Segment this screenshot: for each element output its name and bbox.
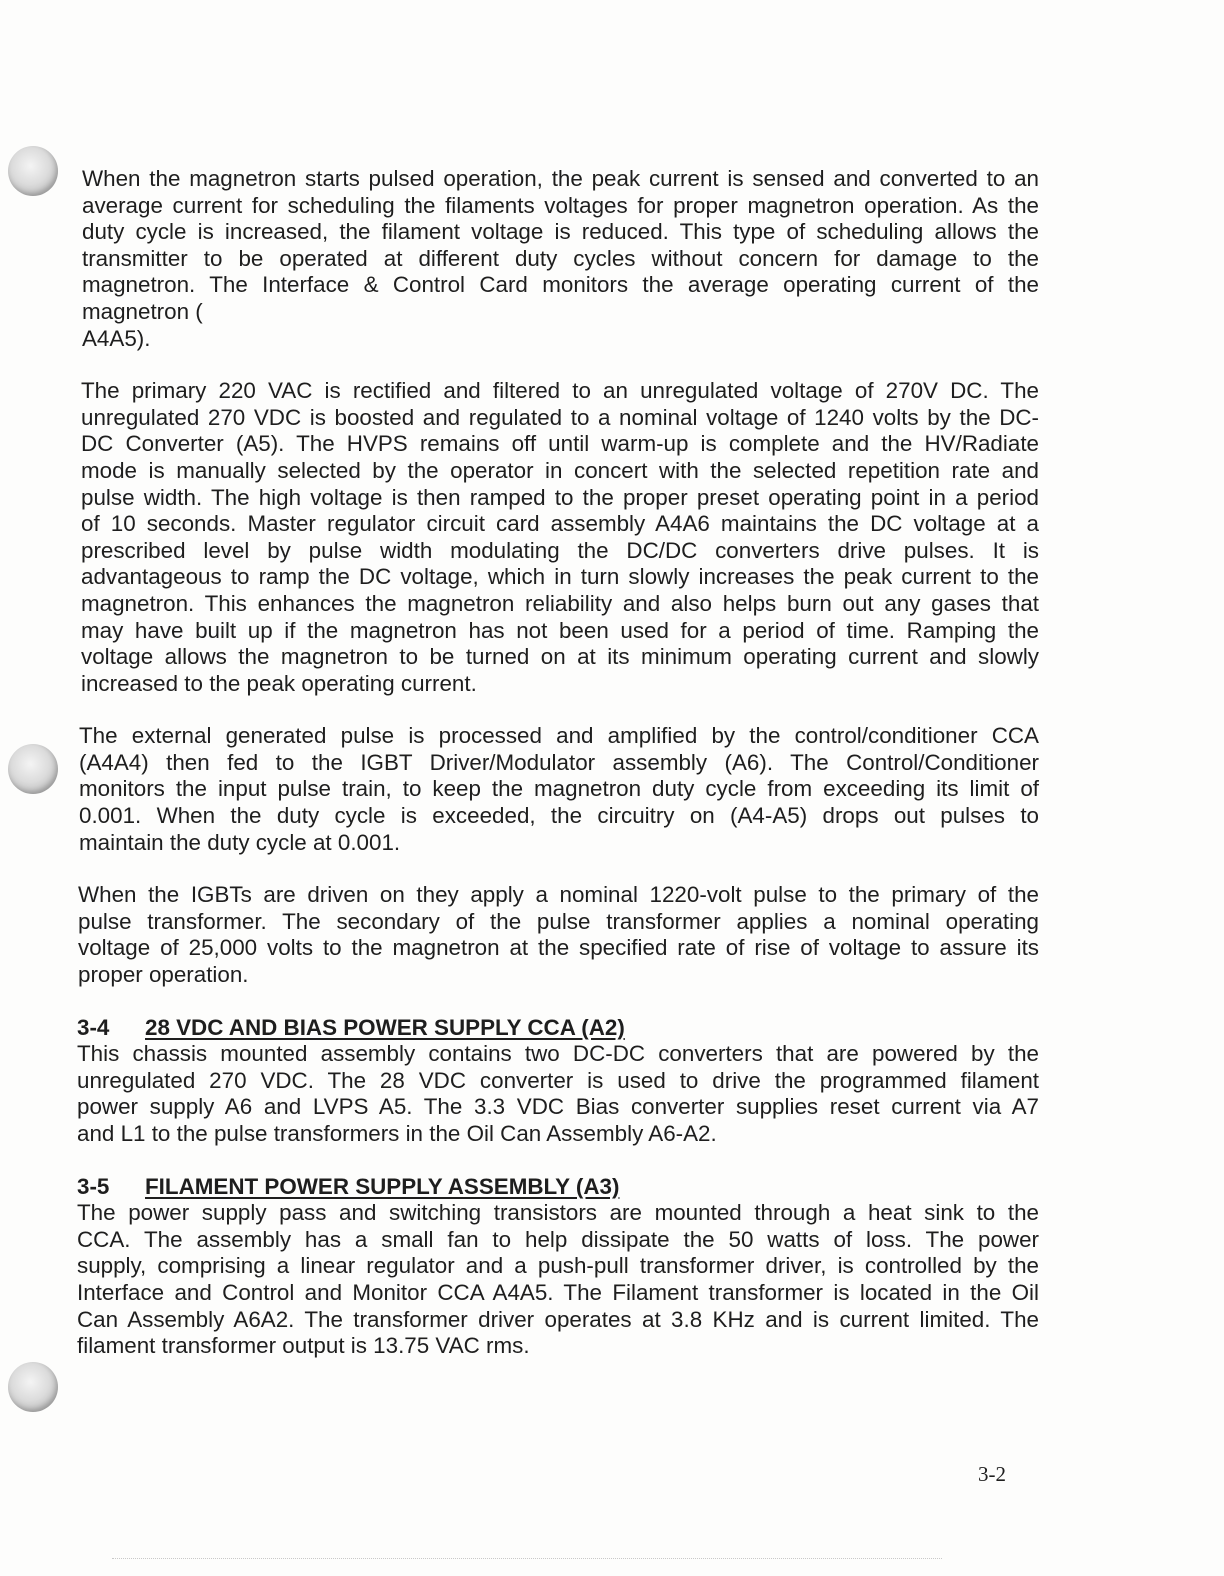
paragraph-primary-voltage — [81, 378, 1039, 697]
text-line: magnetron ( — [82, 298, 203, 324]
text-line: magnetron. The Interface & Control Card monitors the average operating current of the — [82, 272, 1039, 298]
section-3-4 — [77, 1015, 1039, 1148]
scan-edge-line — [112, 1558, 942, 1559]
punch-hole — [8, 744, 58, 794]
text-line: When the IGBTs are driven on they apply a nominal 1220-volt pulse to the primary of the — [78, 882, 1039, 908]
text-line: power supply A6 and LVPS A5. The 3.3 VDC Bias converter supplies reset current via A7 — [77, 1094, 1039, 1120]
text-line: voltage allows the magnetron to be turned on at its minimum operating current and slowly — [81, 644, 1039, 670]
text-line: Interface and Control and Monitor CCA A4A5. The Filament transformer is located in the Oil — [77, 1279, 1039, 1305]
text-line: monitors the input pulse train, to keep the magnetron duty cycle from exceeding its limit of — [79, 776, 1039, 802]
text-line: When the magnetron starts pulsed operation, the peak current is sensed and converted to an — [82, 166, 1039, 191]
text-line: (A4A4) then fed to the IGBT Driver/Modulator assembly (A6). The Control/Conditioner — [79, 749, 1039, 775]
text-line: The primary 220 VAC is rectified and filtered to an unregulated voltage of 270V DC. The — [81, 378, 1039, 404]
text-line: voltage of 25,000 volts to the magnetron at the specified rate of rise of voltage to assure its — [78, 935, 1039, 961]
section-paragraph — [77, 1200, 1039, 1360]
section-paragraph — [77, 1041, 1039, 1147]
text-line: pulse transformer. The secondary of the pulse transformer applies a nominal operating — [78, 908, 1039, 934]
text-line: increased to the peak operating current. — [81, 670, 477, 696]
text-line: unregulated 270 VDC. The 28 VDC converter is used to drive the programmed filament — [77, 1067, 1039, 1093]
text-line: mode is manually selected by the operator in concert with the selected repetition rate and — [81, 457, 1039, 483]
page-body — [77, 166, 1039, 1386]
text-line: DC Converter (A5). The HVPS remains off until warm-up is complete and the HV/Radiate — [81, 431, 1039, 457]
paragraph-external-pulse — [79, 723, 1039, 856]
text-line: of 10 seconds. Master regulator circuit card assembly A4A6 maintains the DC voltage at a — [81, 511, 1039, 537]
section-heading — [77, 1015, 1039, 1042]
text-line: may have built up if the magnetron has not been used for a period of time. Ramping the — [81, 617, 1039, 643]
text-line: proper operation. — [78, 962, 249, 988]
text-line: CCA. The assembly has a small fan to help dissipate the 50 watts of loss. The power — [77, 1226, 1039, 1252]
text-line: advantageous to ramp the DC voltage, which in turn slowly increases the peak current to the — [81, 564, 1039, 590]
text-line: transmitter to be operated at different duty cycles without concern for damage to the — [82, 245, 1039, 271]
text-line: prescribed level by pulse width modulating the DC/DC converters drive pulses. It is — [81, 537, 1039, 563]
text-line: and L1 to the pulse transformers in the Oil Can Assembly A6-A2. — [77, 1121, 717, 1146]
section-number: 3-4 — [77, 1014, 110, 1040]
text-line: This chassis mounted assembly contains two DC-DC converters that are powered by the — [77, 1041, 1039, 1067]
text-line: unregulated 270 VDC is boosted and regulated to a nominal voltage of 1240 volts by the DC- — [81, 404, 1039, 430]
text-line: magnetron. This enhances the magnetron reliability and also helps burn out any gases that — [81, 590, 1039, 616]
text-line: pulse width. The high voltage is then ramped to the proper preset operating point in a period — [81, 484, 1039, 510]
section-title: 28 VDC AND BIAS POWER SUPPLY CCA (A2) — [145, 1014, 625, 1040]
text-line: The external generated pulse is processed and amplified by the control/conditioner CCA — [79, 723, 1039, 749]
paragraph-magnetron-pulsed-operation — [82, 166, 1039, 352]
text-line: Can Assembly A6A2. The transformer driver operates at 3.8 KHz and is current limited. The — [77, 1306, 1039, 1332]
section-heading — [77, 1174, 1039, 1201]
punch-hole — [8, 1362, 58, 1412]
text-line: A4A5). — [82, 325, 151, 351]
text-line: supply, comprising a linear regulator and a push-pull transformer driver, is controlled by the — [77, 1253, 1039, 1279]
text-line: average current for scheduling the filaments voltages for proper magnetron operation. As the — [82, 192, 1039, 218]
text-line: filament transformer output is 13.75 VAC rms. — [77, 1333, 530, 1359]
page-number: 3-2 — [978, 1462, 1006, 1486]
section-title: FILAMENT POWER SUPPLY ASSEMBLY (A3) — [145, 1173, 620, 1199]
section-number: 3-5 — [77, 1173, 110, 1199]
text-line: maintain the duty cycle at 0.001. — [79, 829, 401, 855]
text-line: duty cycle is increased, the filament voltage is reduced. This type of scheduling allows the — [82, 219, 1039, 245]
text-line: The power supply pass and switching transistors are mounted through a heat sink to the — [77, 1200, 1039, 1226]
section-3-5 — [77, 1174, 1039, 1360]
text-line: 0.001. When the duty cycle is exceeded, the circuitry on (A4-A5) drops out pulses to — [79, 803, 1039, 829]
paragraph-igbt-pulse — [78, 882, 1039, 988]
punch-hole — [8, 146, 58, 196]
